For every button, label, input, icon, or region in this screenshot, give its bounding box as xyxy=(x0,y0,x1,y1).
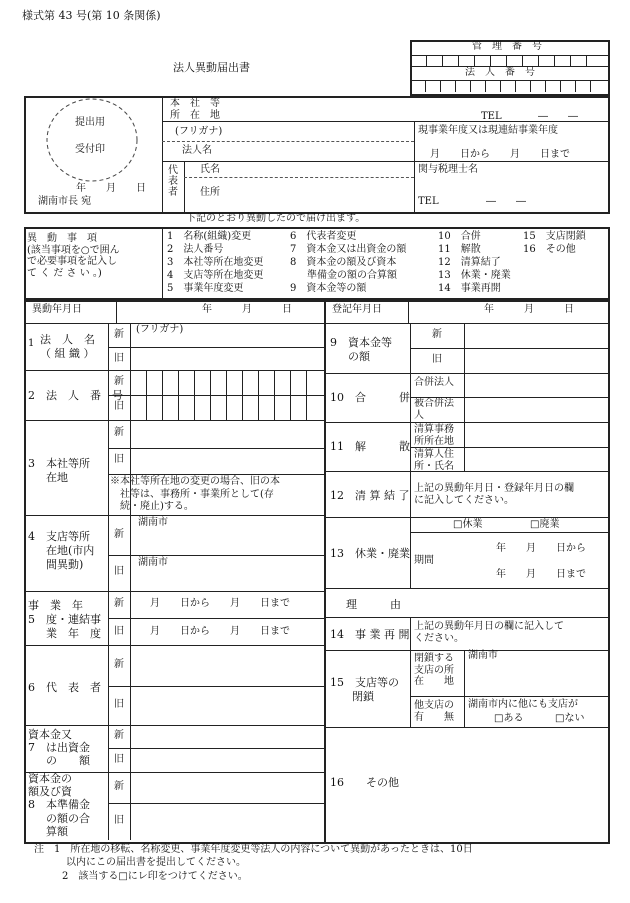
r16-label: 16 その他 xyxy=(330,776,399,789)
r8-new: 新 xyxy=(114,781,124,792)
r7-label: 資本金又 7 は出資金 の 額 xyxy=(28,728,90,768)
fiscal-year-period: 月 日から 月 日まで xyxy=(430,149,570,160)
corporate-number-label: 法 人 番 号 xyxy=(465,67,535,78)
r5-label: 事 業 年 5 度・連結事 業 年 度 xyxy=(28,599,101,640)
r4-city-new: 湖南市 xyxy=(138,517,168,528)
r5-period-new: 月 日から 月 日まで xyxy=(150,598,290,609)
r4-city-old: 湖南市 xyxy=(138,557,168,568)
r13-opt1[interactable]: □休業 xyxy=(453,519,483,530)
change-item: 7 資本金又は出資金の額 xyxy=(290,244,407,255)
r13-to: 年 月 日まで xyxy=(496,569,586,580)
r4-old: 旧 xyxy=(114,566,124,577)
change-item: 9 資本金等の額 xyxy=(290,283,367,294)
r12-label: 12 清 算 結 了 xyxy=(330,489,410,502)
r5-old: 旧 xyxy=(114,626,124,637)
change-date-ymd: 年 月 日 xyxy=(202,304,292,315)
change-item: 13 休業・廃業 xyxy=(438,270,511,281)
tel-label-2: TEL xyxy=(418,196,439,207)
r7-new: 新 xyxy=(114,730,124,741)
r15-other: 他支店の 有 無 xyxy=(414,700,454,723)
r10-merged: 合併法人 xyxy=(414,377,454,388)
r1-furigana: (フリガナ) xyxy=(136,324,184,335)
receipt-line1: 提出用 xyxy=(75,117,105,128)
r1-old: 旧 xyxy=(114,353,124,364)
r3-label: 3 本社等所 在地 xyxy=(28,457,90,484)
tax-accountant-label: 関与税理士名 xyxy=(418,164,478,175)
change-item: 1 名称(組織)変更 xyxy=(167,231,252,242)
r15-yes[interactable]: □ある xyxy=(494,713,524,724)
change-item: 6 代表者変更 xyxy=(290,231,357,242)
rep-address-label: 住所 xyxy=(200,187,220,198)
r10-label: 10 合 併 xyxy=(330,391,410,404)
fiscal-year-label: 現事業年度又は現連結事業年度 xyxy=(418,125,558,136)
r15-no[interactable]: □ない xyxy=(555,713,585,724)
change-item: 10 合併 xyxy=(438,231,481,242)
change-item: 4 支店等所在地変更 xyxy=(167,270,264,281)
r8-old: 旧 xyxy=(114,815,124,826)
r13-opt2[interactable]: □廃業 xyxy=(530,519,560,530)
change-item: 3 本社等所在地変更 xyxy=(167,257,264,268)
rep-name-label: 氏名 xyxy=(200,164,220,175)
notice-line: 下記のとおり異動したので届け出ます。 xyxy=(186,213,366,224)
note-1-cont: 以内にこの届出書を提出してください。 xyxy=(66,857,246,868)
r12-note: 上記の異動年月日・登録年月日の欄 に記入してください。 xyxy=(414,483,574,506)
head-office-label: 本 社 等 所 在 地 xyxy=(170,98,220,121)
management-number-label: 管 理 番 号 xyxy=(472,41,542,52)
r4-label: 4 支店等所 在地(市内 間異動) xyxy=(28,530,95,571)
r11-office: 清算事務 所所在地 xyxy=(414,424,454,447)
r15-label: 15 支店等の 閉鎖 xyxy=(330,676,399,703)
r3-old: 旧 xyxy=(114,454,124,465)
r10-merging: 被合併法 人 xyxy=(414,398,454,421)
r6-label: 6 代 表 者 xyxy=(28,681,101,694)
r11-person: 清算人住 所・氏名 xyxy=(414,449,454,472)
r1-num: 1 xyxy=(28,338,35,349)
form-title: 法人異動届出書 xyxy=(173,61,250,74)
furigana-label: (フリガナ) xyxy=(175,126,223,137)
r9-new: 新 xyxy=(432,329,442,340)
r1-label: 法 人 名 （ 組 織 ） xyxy=(40,333,95,360)
change-item: 16 その他 xyxy=(523,244,576,255)
tel-label-1: TEL xyxy=(481,111,502,122)
change-item: 5 事業年度変更 xyxy=(167,283,244,294)
r13-from: 年 月 日から xyxy=(496,543,586,554)
tel-dashes-2: ― ― xyxy=(486,196,526,207)
r4-new: 新 xyxy=(114,529,124,540)
reg-date-label: 登記年月日 xyxy=(332,304,382,315)
change-items-header: 異 動 事 項 (該当事項を○で囲ん で必要事項を記入し て く だ さ い 。) xyxy=(27,233,120,279)
r3-new: 新 xyxy=(114,427,124,438)
receipt-addressee: 湖南市長 宛 xyxy=(38,196,92,207)
r11-label: 11 解 散 xyxy=(330,440,410,453)
reason-label: 理 由 xyxy=(346,598,401,611)
r15-city: 湖南市 xyxy=(468,650,498,661)
change-item: 15 支店閉鎖 xyxy=(523,231,586,242)
r3-note: ※本社等所在地の変更の場合、旧の本 社等は、事務所・事業所として(存 続・廃止)する。 xyxy=(110,476,280,512)
r15-question: 湖南市内に他にも支店が xyxy=(468,699,578,710)
change-item: 準備金の額の合算額 xyxy=(307,270,397,281)
r7-old: 旧 xyxy=(114,754,124,765)
r2-label: 2 法 人 番 号 xyxy=(28,389,123,402)
change-item: 8 資本金の額及び資本 xyxy=(290,257,397,268)
reg-date-ymd: 年 月 日 xyxy=(484,304,574,315)
form-number: 様式第 43 号(第 10 条関係) xyxy=(22,9,161,22)
change-item: 2 法人番号 xyxy=(167,244,224,255)
r1-new: 新 xyxy=(114,329,124,340)
r2-old: 旧 xyxy=(114,401,124,412)
change-item: 11 解散 xyxy=(438,244,481,255)
note-2: 2 該当する□にレ印をつけてください。 xyxy=(62,871,248,882)
r9-label: 9 資本金等 の額 xyxy=(330,336,392,363)
change-item: 14 事業再開 xyxy=(438,283,501,294)
note-1: 注 1 所在地の移転、名称変更、事業年度変更等法人の内容について異動があったときは、10日 xyxy=(34,844,473,855)
r14-note: 上記の異動年月日の欄に記入して ください。 xyxy=(414,621,564,644)
r13-period-label: 期間 xyxy=(414,555,434,566)
r8-label: 資本金の 額及び資 8 本準備金 の額の合 算額 xyxy=(28,772,90,838)
receipt-line2: 受付印 xyxy=(75,144,105,155)
r9-old: 旧 xyxy=(432,354,442,365)
tel-dashes-1: ― ― xyxy=(538,111,578,122)
r5-period-old: 月 日から 月 日まで xyxy=(150,626,290,637)
r15-closing: 閉鎖する 支店の所 在 地 xyxy=(414,653,454,687)
r6-old: 旧 xyxy=(114,699,124,710)
r5-new: 新 xyxy=(114,598,124,609)
corp-name-label: 法人名 xyxy=(182,145,212,156)
change-item: 12 清算結了 xyxy=(438,257,501,268)
receipt-date: 年 月 日 xyxy=(76,183,146,194)
r13-label: 13 休業・廃業 xyxy=(330,547,410,560)
r2-new: 新 xyxy=(114,376,124,387)
representative-label: 代 表 者 xyxy=(168,165,178,198)
r6-new: 新 xyxy=(114,659,124,670)
change-date-label: 異動年月日 xyxy=(32,304,82,315)
r14-label: 14 事 業 再 開 xyxy=(330,628,410,641)
